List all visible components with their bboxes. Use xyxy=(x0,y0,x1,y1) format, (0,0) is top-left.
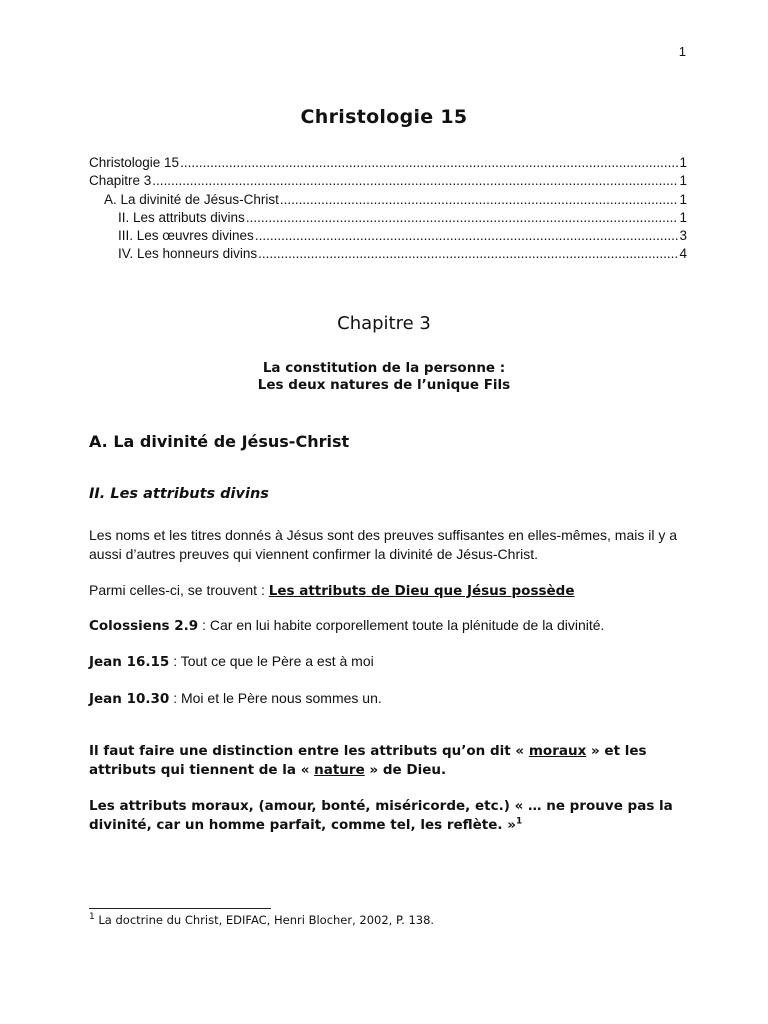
underlined-term: moraux xyxy=(528,743,587,759)
toc-leader-dots xyxy=(152,172,678,190)
toc-entry-page: 3 xyxy=(679,228,687,244)
toc-entry-page: 1 xyxy=(679,209,687,225)
verse-quote xyxy=(89,652,699,672)
verse-reference: Jean 10.30 xyxy=(89,691,170,707)
subtitle-line: La constitution de la personne : xyxy=(262,360,506,376)
subsection-heading: II. Les attributs divins xyxy=(89,486,269,502)
paragraph-text: Il faut faire une distinction entre les attributs qu’on dit « xyxy=(89,743,529,759)
footnote-text: La doctrine du Christ, EDIFAC, Henri Blocher, 2002, P. 138. xyxy=(94,913,435,927)
toc-entry-label: Christologie 15 xyxy=(89,155,180,170)
toc-entry[interactable] xyxy=(89,172,687,190)
verse-quote xyxy=(89,689,699,709)
toc-entry-page: 4 xyxy=(679,246,687,262)
verse-reference: Colossiens 2.9 xyxy=(89,618,199,634)
toc-entry-label: Chapitre 3 xyxy=(89,173,152,189)
toc-leader-dots xyxy=(255,227,679,245)
paragraph-text: Parmi celles-ci, se trouvent : xyxy=(89,582,269,598)
section-heading: A. La divinité de Jésus-Christ xyxy=(89,432,350,451)
paragraph-text: » et les attributs qui tiennent de la « xyxy=(89,743,647,778)
toc-entry-label: IV. Les honneurs divins xyxy=(118,246,258,262)
verse-reference: Jean 16.15 xyxy=(89,654,170,670)
distinction-paragraph xyxy=(89,742,699,780)
footnote-marker: 1 xyxy=(89,912,95,923)
toc-leader-dots xyxy=(180,154,678,172)
verse-text: : Moi et le Père nous sommes un. xyxy=(169,690,382,706)
attributes-paragraph xyxy=(89,581,699,601)
underlined-term: nature xyxy=(314,762,365,778)
toc-entry[interactable] xyxy=(89,154,687,172)
verse-text: : Tout ce que le Père a est à moi xyxy=(169,653,374,669)
table-of-contents xyxy=(89,154,687,264)
toc-leader-dots xyxy=(246,209,679,227)
toc-entry-label: II. Les attributs divins xyxy=(118,209,245,225)
emphasis-text: Les attributs de Dieu que Jésus possède xyxy=(268,583,575,599)
toc-entry[interactable] xyxy=(89,227,687,245)
moral-attributes-paragraph xyxy=(89,797,699,835)
subtitle-line: Les deux natures de l’unique Fils xyxy=(257,377,511,393)
intro-paragraph: Les noms et les titres donnés à Jésus sont des preuves suffisantes en elles-mêmes, mais il y a aussi d’autres preuves qui viennent confirmer la divinité de Jésus-Christ. xyxy=(89,527,678,562)
toc-entry-page: 1 xyxy=(679,191,687,207)
toc-entry-label: A. La divinité de Jésus-Christ xyxy=(104,191,279,207)
verse-text: : Car en lui habite corporellement toute la plénitude de la divinité. xyxy=(198,617,605,633)
toc-entry[interactable] xyxy=(89,191,687,209)
toc-leader-dots xyxy=(258,245,678,263)
toc-entry-page: 1 xyxy=(679,155,687,170)
paragraph-text: Les attributs moraux, (amour, bonté, miséricorde, etc.) « … ne prouve pas la divinité, car un homme parfait, comme tel, les reflète. » xyxy=(89,798,673,833)
chapter-subtitle xyxy=(0,360,768,394)
toc-entry-page: 1 xyxy=(679,173,687,189)
toc-entry-label: III. Les œuvres divines xyxy=(118,228,254,244)
footnote xyxy=(89,913,434,927)
paragraph-text: » de Dieu. xyxy=(364,762,447,778)
toc-entry[interactable] xyxy=(89,245,687,263)
footnote-reference[interactable]: 1 xyxy=(515,816,523,827)
verse-quote xyxy=(89,616,699,636)
toc-entry[interactable] xyxy=(89,209,687,227)
document-title: Christologie 15 xyxy=(300,106,468,128)
chapter-title: Chapitre 3 xyxy=(337,313,431,334)
toc-leader-dots xyxy=(280,191,679,209)
footnote-divider xyxy=(89,908,271,909)
page-number: 1 xyxy=(678,44,686,59)
